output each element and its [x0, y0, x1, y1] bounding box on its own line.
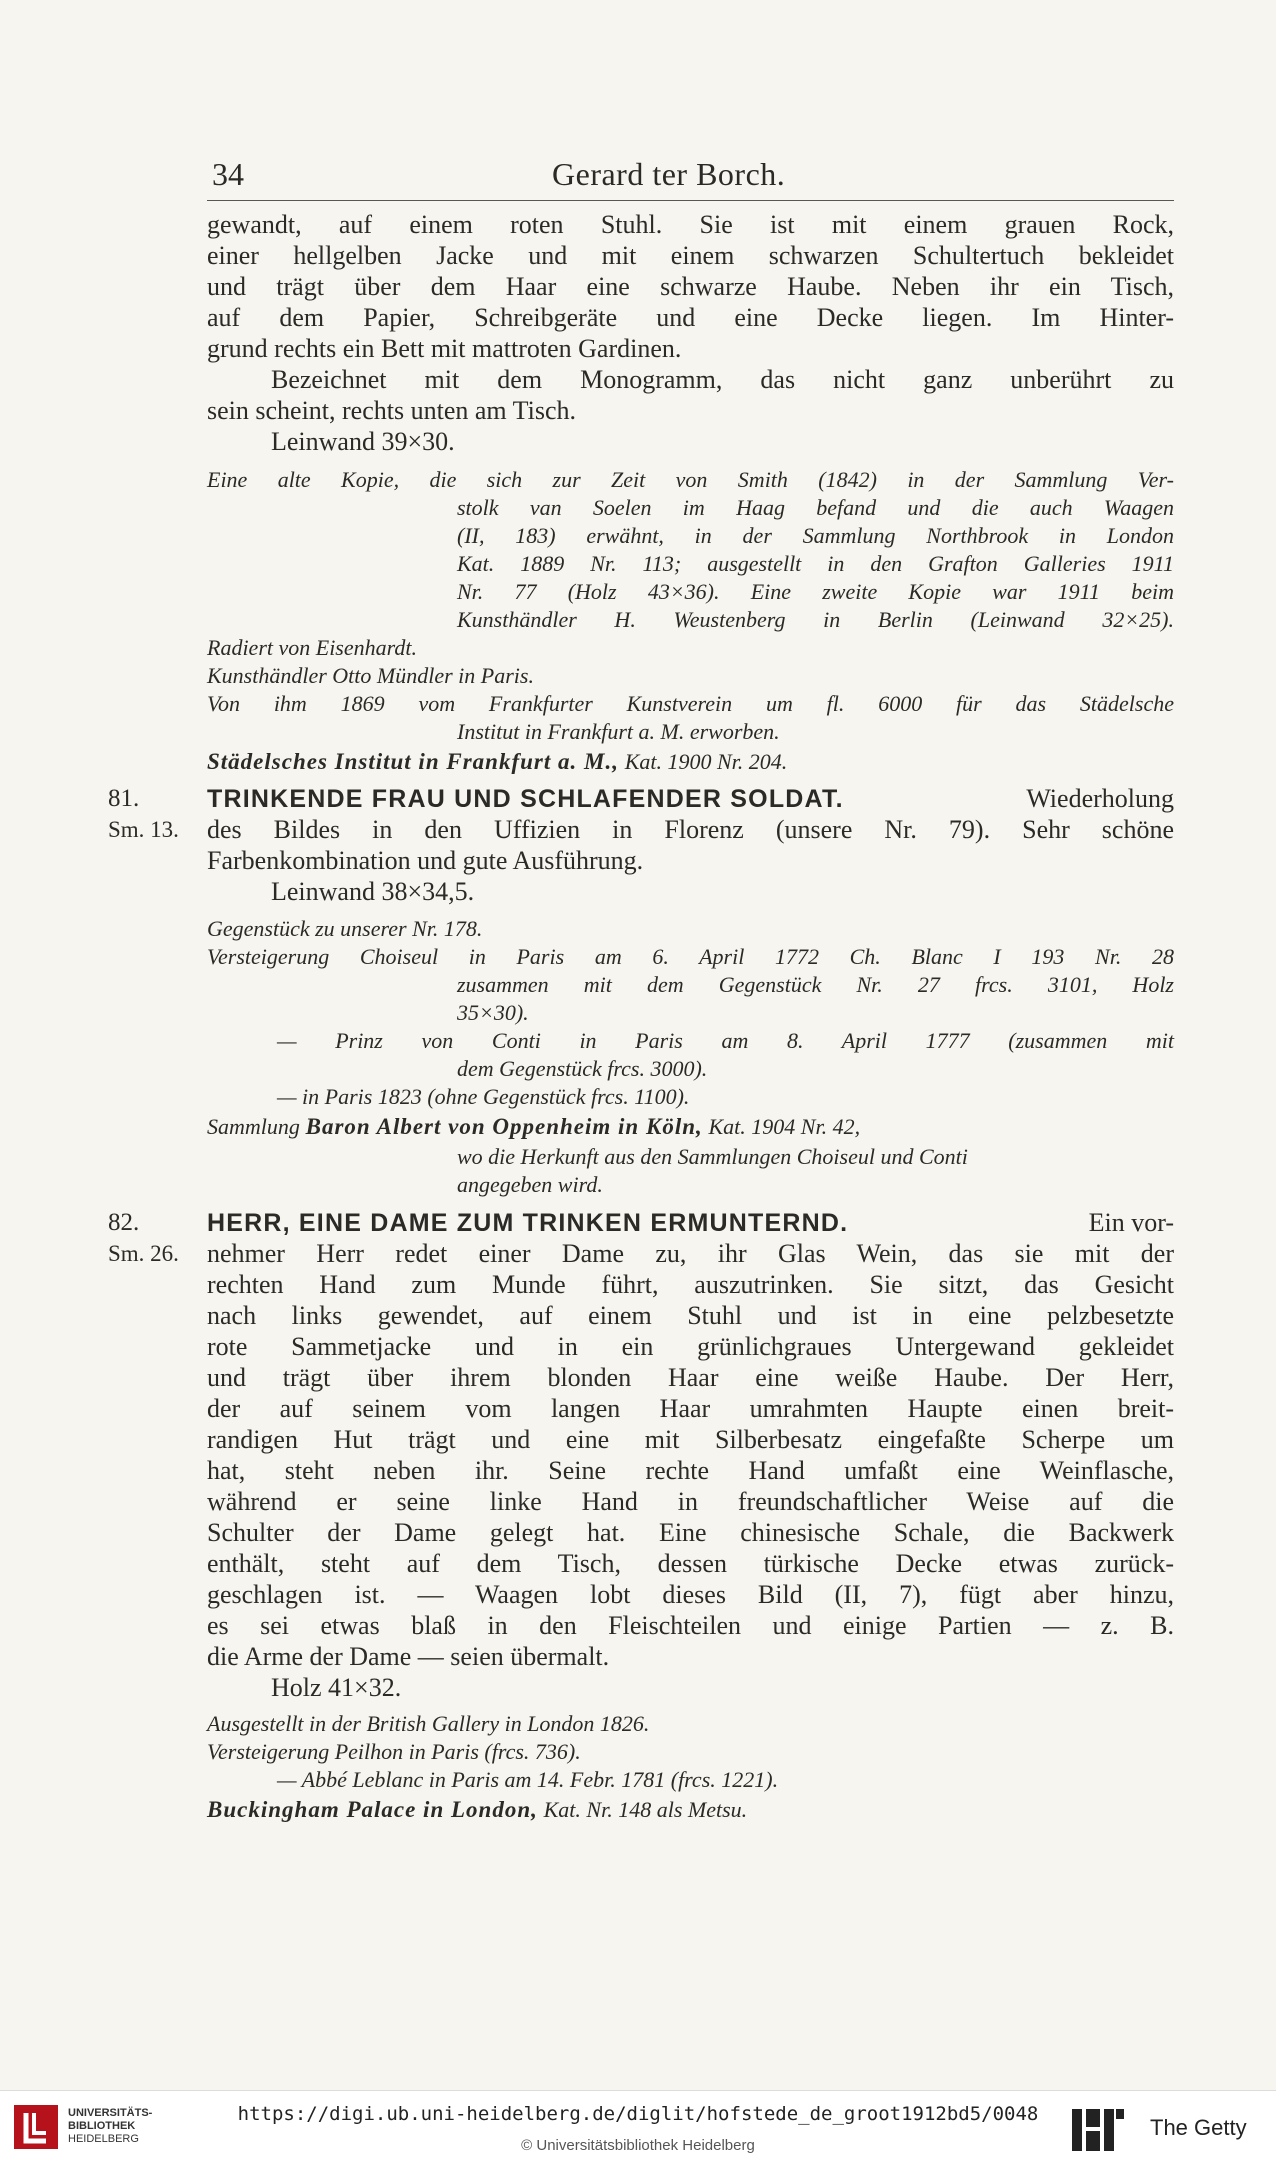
entry-81-line-end: Wiederholung	[1026, 784, 1174, 813]
text-line: während er seine linke Hand in freundschaftlicher Weise auf die	[207, 1487, 1174, 1516]
collection-name: Baron Albert von Oppenheim in Köln,	[305, 1114, 703, 1139]
text-line: es sei etwas blaß in den Fleischteilen und einige Partien — z. B.	[207, 1611, 1174, 1640]
collection-line	[207, 747, 787, 777]
text-line: grund rechts ein Bett mit mattroten Gardinen.	[207, 334, 682, 363]
provenance-line: Institut in Frankfurt a. M. erworben.	[457, 719, 780, 744]
collection-line	[207, 1112, 1174, 1142]
text-line: rechten Hand zum Munde führt, auszutrinken. Sie sitzt, das Gesicht	[207, 1270, 1174, 1299]
text-line: Farbenkombination und gute Ausführung.	[207, 846, 644, 875]
provenance-line: wo die Herkunft aus den Sammlungen Choiseul und Conti	[457, 1144, 968, 1169]
provenance-line: Eine alte Kopie, die sich zur Zeit von Smith (1842) in der Sammlung Ver-	[207, 467, 1174, 492]
library-name: UNIVERSITÄTS- BIBLIOTHEK HEIDELBERG	[68, 2107, 153, 2145]
provenance-line: Versteigerung Peilhon in Paris (frcs. 736).	[207, 1739, 581, 1764]
provenance-line: dem Gegenstück frcs. 3000).	[457, 1056, 708, 1081]
provenance-line: (II, 183) erwähnt, in der Sammlung Northbrook in London	[457, 523, 1174, 548]
entry-81-heading	[207, 784, 1174, 814]
provenance-line: — Abbé Leblanc in Paris am 14. Febr. 1781 (frcs. 1221).	[277, 1767, 779, 1792]
provenance-line: 35×30).	[457, 1000, 529, 1025]
text-line: nach links gewendet, auf einem Stuhl und ist in eine pelzbesetzte	[207, 1301, 1174, 1330]
viewer-footer	[0, 2090, 1276, 2165]
text-line: rote Sammetjacke und in ein grünlichgraues Untergewand gekleidet	[207, 1332, 1174, 1361]
entry-82-title: HERR, EINE DAME ZUM TRINKEN ERMUNTERND.	[207, 1209, 849, 1237]
provenance-line: Radiert von Eisenhardt.	[207, 635, 417, 660]
text-line: gewandt, auf einem roten Stuhl. Sie ist mit einem grauen Rock,	[207, 210, 1174, 239]
provenance-line: zusammen mit dem Gegenstück Nr. 27 frcs. 3101, Holz	[457, 972, 1174, 997]
text-line: auf dem Papier, Schreibgeräte und eine Decke liegen. Im Hinter-	[207, 303, 1174, 332]
provenance-line: Nr. 77 (Holz 43×36). Eine zweite Kopie war 1911 beim	[457, 579, 1174, 604]
page-number: 34	[212, 156, 244, 192]
support-line: Leinwand 38×34,5.	[271, 877, 475, 906]
support-line: Leinwand 39×30.	[271, 427, 455, 456]
entry-number: 81.	[108, 785, 140, 812]
provenance-line: Ausgestellt in der British Gallery in London 1826.	[207, 1711, 650, 1736]
provenance-line: Von ihm 1869 vom Frankfurter Kunstverein um fl. 6000 für das Städelsche	[207, 691, 1174, 716]
entry-number: 82.	[108, 1209, 140, 1236]
collection-ref: Kat. 1900 Nr. 204.	[624, 749, 788, 774]
provenance-line: — Prinz von Conti in Paris am 8. April 1777 (zusammen mit	[277, 1028, 1174, 1053]
provenance-line: — in Paris 1823 (ohne Gegenstück frcs. 1100).	[277, 1084, 690, 1109]
permalink-url[interactable]: https://digi.ub.uni-heidelberg.de/diglit/hofstede_de_groot1912bd5/0048	[237, 2103, 1039, 2125]
collection-line	[207, 1795, 747, 1825]
text-line: und trägt über dem Haar eine schwarze Haube. Neben ihr ein Tisch,	[207, 272, 1174, 301]
collection-prefix: Sammlung	[207, 1114, 300, 1139]
provenance-line: Gegenstück zu unserer Nr. 178.	[207, 916, 483, 941]
text-line: einer hellgelben Jacke und mit einem schwarzen Schultertuch bekleidet	[207, 241, 1174, 270]
smith-number: Sm. 13.	[108, 817, 179, 842]
text-line: sein scheint, rechts unten am Tisch.	[207, 396, 577, 425]
collection-name: Städelsches Institut in Frankfurt a. M.,	[207, 749, 619, 774]
text-line: Bezeichnet mit dem Monogramm, das nicht ganz unberührt zu	[271, 365, 1174, 394]
text-line: enthält, steht auf dem Tisch, dessen türkische Decke etwas zurück-	[207, 1549, 1174, 1578]
text-line: der auf seinem vom langen Haar umrahmten Haupte einen breit-	[207, 1394, 1174, 1423]
smith-number: Sm. 26.	[108, 1241, 179, 1266]
partner-name: The Getty	[1150, 2115, 1247, 2140]
text-line: geschlagen ist. — Waagen lobt dieses Bild (II, 7), fügt aber hinzu,	[207, 1580, 1174, 1609]
provenance-line: Kat. 1889 Nr. 113; ausgestellt in den Grafton Galleries 1911	[457, 551, 1174, 576]
provenance-line: Versteigerung Choiseul in Paris am 6. April 1772 Ch. Blanc I 193 Nr. 28	[207, 944, 1174, 969]
support-line: Holz 41×32.	[271, 1673, 402, 1702]
text-line: hat, steht neben ihr. Seine rechte Hand umfaßt eine Weinflasche,	[207, 1456, 1174, 1485]
provenance-line: angegeben wird.	[457, 1172, 603, 1197]
collection-ref: Kat. Nr. 148 als Metsu.	[543, 1797, 748, 1822]
entry-82-heading	[207, 1208, 1174, 1238]
text-line: und trägt über ihrem blonden Haar eine weiße Haube. Der Herr,	[207, 1363, 1174, 1392]
text-line: randigen Hut trägt und eine mit Silberbesatz eingefaßte Scherpe um	[207, 1425, 1174, 1454]
text-line: des Bildes in den Uffizien in Florenz (unsere Nr. 79). Sehr schöne	[207, 815, 1174, 844]
collection-name: Buckingham Palace in London,	[207, 1797, 538, 1822]
provenance-line: Kunsthändler H. Weustenberg in Berlin (Leinwand 32×25).	[457, 607, 1174, 632]
entry-81-title: TRINKENDE FRAU UND SCHLAFENDER SOLDAT.	[207, 785, 844, 813]
text-line: Schulter der Dame gelegt hat. Eine chinesische Schale, die Backwerk	[207, 1518, 1174, 1547]
getty-logo-icon	[1070, 2105, 1126, 2155]
text-line: die Arme der Dame — seien übermalt.	[207, 1642, 610, 1671]
running-header	[207, 156, 1174, 201]
running-title: Gerard ter Borch.	[552, 156, 786, 192]
copyright-notice: © Universitätsbibliothek Heidelberg	[521, 2137, 755, 2154]
entry-82-line-end: Ein vor-	[1088, 1208, 1174, 1237]
text-line: nehmer Herr redet einer Dame zu, ihr Glas Wein, das sie mit der	[207, 1239, 1174, 1268]
provenance-line: Kunsthändler Otto Mündler in Paris.	[207, 663, 534, 688]
collection-ref: Kat. 1904 Nr. 42,	[708, 1114, 861, 1139]
provenance-line: stolk van Soelen im Haag befand und die auch Waagen	[457, 495, 1174, 520]
